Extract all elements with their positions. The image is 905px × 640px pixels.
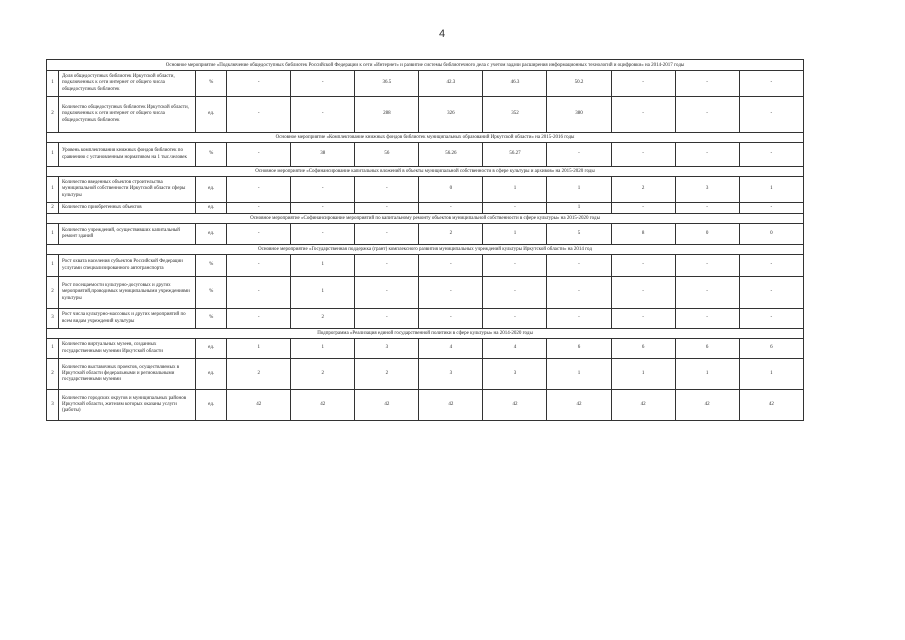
value-cell: 42 — [227, 390, 291, 421]
value-cell: 42 — [483, 390, 547, 421]
value-cell: - — [227, 309, 291, 329]
value-cell: - — [291, 224, 355, 245]
row-number: 1 — [47, 177, 59, 203]
value-cell: - — [355, 224, 419, 245]
value-cell: 56 — [355, 143, 419, 167]
row-number: 2 — [47, 277, 59, 309]
value-cell: - — [419, 203, 483, 214]
value-cell: - — [227, 177, 291, 203]
indicator-name: Количество общедоступных библиотек Иркутской области, подключенных к сети интернет от общего числа общедоступных библиотек — [59, 97, 196, 133]
table-row — [47, 97, 804, 133]
value-cell: 5 — [547, 224, 611, 245]
indicator-name: Рост числа культурно-массовых и других мероприятий по всем видам учреждений культуры — [59, 309, 196, 329]
value-cell: - — [227, 277, 291, 309]
section-title: Основное мероприятие «Государственная поддержка (грант) комплексного развития муниципальных учреждений культуры Иркутской области» на 2014 год — [47, 245, 804, 255]
section-title: Основное мероприятие «Софинансирование мероприятий по капитальному ремонту объектов муниципальной собственности в сфере культуры» на 2015-2020 годы — [47, 214, 804, 224]
value-cell: 6 — [611, 339, 675, 359]
row-number: 2 — [47, 97, 59, 133]
value-cell: 1 — [611, 359, 675, 390]
table-row — [47, 224, 804, 245]
row-number: 1 — [47, 71, 59, 97]
value-cell: 1 — [739, 359, 803, 390]
value-cell: 6 — [547, 339, 611, 359]
value-cell: 1 — [227, 339, 291, 359]
value-cell: - — [291, 203, 355, 214]
value-cell: 2 — [611, 177, 675, 203]
value-cell: 2 — [291, 359, 355, 390]
value-cell: 1 — [675, 359, 739, 390]
value-cell: 4 — [419, 339, 483, 359]
value-cell: - — [355, 277, 419, 309]
value-cell: - — [355, 177, 419, 203]
unit-cell: % — [196, 277, 227, 309]
table-row — [47, 143, 804, 167]
table-row — [47, 203, 804, 214]
value-cell: - — [611, 309, 675, 329]
row-number: 2 — [47, 359, 59, 390]
table-row — [47, 390, 804, 421]
value-cell: 2 — [355, 359, 419, 390]
value-cell: 42 — [355, 390, 419, 421]
value-cell: - — [611, 71, 675, 97]
value-cell: 0 — [675, 224, 739, 245]
table-row — [47, 177, 804, 203]
indicator-name: Количество виртуальных музеев, созданных государственными музеями Иркутской области — [59, 339, 196, 359]
indicator-name: Рост посещаемости культурно-досуговых и других мероприятий,проводимых муниципальными учреждениями культуры — [59, 277, 196, 309]
value-cell: - — [547, 277, 611, 309]
value-cell: 46.3 — [483, 71, 547, 97]
value-cell: 3 — [675, 177, 739, 203]
value-cell: - — [483, 309, 547, 329]
indicator-name: Уровень комплектования книжных фондов библиотек по сравнению с установленным нормативом на 1 тыс.человек — [59, 143, 196, 167]
unit-cell: ед. — [196, 97, 227, 133]
value-cell: - — [675, 143, 739, 167]
value-cell: 0 — [739, 224, 803, 245]
value-cell: - — [675, 203, 739, 214]
value-cell: 2 — [227, 359, 291, 390]
value-cell: 1 — [739, 177, 803, 203]
value-cell: 42 — [547, 390, 611, 421]
value-cell: 42 — [675, 390, 739, 421]
table-row — [47, 339, 804, 359]
value-cell: 380 — [547, 97, 611, 133]
value-cell: 1 — [483, 224, 547, 245]
indicator-name: Количество учреждений, осуществивших капитальный ремонт зданий — [59, 224, 196, 245]
value-cell: 42 — [291, 390, 355, 421]
value-cell: 42 — [739, 390, 803, 421]
value-cell: - — [675, 255, 739, 277]
unit-cell: ед. — [196, 339, 227, 359]
value-cell: - — [483, 277, 547, 309]
value-cell: 1 — [291, 339, 355, 359]
section-header — [47, 329, 804, 339]
value-cell: - — [291, 97, 355, 133]
value-cell: - — [739, 143, 803, 167]
value-cell: 1 — [291, 277, 355, 309]
value-cell: - — [227, 203, 291, 214]
value-cell: - — [227, 255, 291, 277]
row-number: 1 — [47, 224, 59, 245]
table-row — [47, 359, 804, 390]
value-cell: 288 — [355, 97, 419, 133]
value-cell: - — [739, 97, 803, 133]
value-cell: 42.3 — [419, 71, 483, 97]
value-cell: 56.27 — [483, 143, 547, 167]
section-header — [47, 167, 804, 177]
value-cell: 1 — [547, 359, 611, 390]
value-cell: - — [291, 177, 355, 203]
value-cell: - — [611, 203, 675, 214]
value-cell: 50.2 — [547, 71, 611, 97]
value-cell: - — [227, 224, 291, 245]
value-cell: - — [419, 309, 483, 329]
value-cell: 8 — [611, 224, 675, 245]
table-row — [47, 277, 804, 309]
value-cell: - — [419, 255, 483, 277]
unit-cell: % — [196, 71, 227, 97]
value-cell: - — [227, 97, 291, 133]
row-number: 1 — [47, 255, 59, 277]
section-title: Основное мероприятие «Подключение общедоступных библиотек Российской Федерации к сети «Интернет» и развитие системы библиотечного дела с учетом задачи расширения информационных технологий и оцифровки» на 2014-2017 годы — [47, 60, 804, 71]
unit-cell: % — [196, 309, 227, 329]
indicator-name: Количество приобретенных объектов — [59, 203, 196, 214]
indicator-name: Количество городских округов и муниципальных районов Иркутской области, жителям которых оказаны услуги (работы) — [59, 390, 196, 421]
unit-cell: ед. — [196, 390, 227, 421]
value-cell: - — [675, 71, 739, 97]
value-cell: - — [227, 71, 291, 97]
value-cell: - — [419, 277, 483, 309]
section-header — [47, 60, 804, 71]
value-cell: - — [739, 277, 803, 309]
value-cell: - — [611, 277, 675, 309]
value-cell: - — [355, 309, 419, 329]
value-cell: 6 — [739, 339, 803, 359]
unit-cell: ед. — [196, 203, 227, 214]
indicator-name: Количество выставочных проектов, осуществляемых в Иркутской области федеральными и региональными государственными музеями — [59, 359, 196, 390]
unit-cell: ед. — [196, 177, 227, 203]
page-number: 4 — [439, 28, 446, 40]
value-cell: - — [739, 309, 803, 329]
unit-cell: ед. — [196, 359, 227, 390]
value-cell: - — [355, 203, 419, 214]
section-title: Подпрограмма «Реализация единой государственной политики в сфере культуры» на 2014-2020 годы — [47, 329, 804, 339]
value-cell: 6 — [675, 339, 739, 359]
indicator-name: Количество введенных объектов строительства муниципальной собственности Иркутской области сферы культуры — [59, 177, 196, 203]
value-cell: 3 — [419, 359, 483, 390]
section-title: Основное мероприятие «Комплектование книжных фондов библиотек муниципальных образований Иркутской области» на 2015-2016 годы — [47, 133, 804, 143]
value-cell: - — [611, 97, 675, 133]
value-cell: 1 — [291, 255, 355, 277]
section-header — [47, 133, 804, 143]
value-cell: 0 — [419, 177, 483, 203]
value-cell: - — [227, 143, 291, 167]
row-number: 2 — [47, 203, 59, 214]
row-number: 1 — [47, 339, 59, 359]
row-number: 3 — [47, 309, 59, 329]
value-cell: 36.5 — [355, 71, 419, 97]
value-cell: 2 — [419, 224, 483, 245]
value-cell: - — [739, 71, 803, 97]
value-cell: - — [675, 97, 739, 133]
value-cell: - — [547, 255, 611, 277]
value-cell: 42 — [419, 390, 483, 421]
row-number: 3 — [47, 390, 59, 421]
value-cell: - — [611, 255, 675, 277]
value-cell: 3 — [483, 359, 547, 390]
value-cell: 38 — [291, 143, 355, 167]
unit-cell: ед. — [196, 224, 227, 245]
value-cell: - — [739, 255, 803, 277]
value-cell: 326 — [419, 97, 483, 133]
value-cell: - — [547, 143, 611, 167]
section-header — [47, 245, 804, 255]
value-cell: - — [675, 309, 739, 329]
value-cell: - — [547, 309, 611, 329]
table-row — [47, 309, 804, 329]
section-header — [47, 214, 804, 224]
value-cell: 3 — [355, 339, 419, 359]
value-cell: 352 — [483, 97, 547, 133]
value-cell: 56.26 — [419, 143, 483, 167]
value-cell: - — [739, 203, 803, 214]
value-cell: - — [355, 255, 419, 277]
value-cell: - — [483, 203, 547, 214]
indicator-name: Рост охвата населения субъектов Российской Федерации услугами специализированного автотранспорта — [59, 255, 196, 277]
indicator-name: Доля общедоступных библиотек Иркутской области, подключенных к сети интернет от общего числа общедоступных библиотек — [59, 71, 196, 97]
value-cell: 1 — [547, 177, 611, 203]
value-cell: 1 — [547, 203, 611, 214]
value-cell: 42 — [611, 390, 675, 421]
unit-cell: % — [196, 255, 227, 277]
value-cell: - — [675, 277, 739, 309]
table-row — [47, 71, 804, 97]
table-row — [47, 255, 804, 277]
row-number: 1 — [47, 143, 59, 167]
value-cell: - — [291, 71, 355, 97]
value-cell: - — [611, 143, 675, 167]
value-cell: 2 — [291, 309, 355, 329]
value-cell: - — [483, 255, 547, 277]
unit-cell: % — [196, 143, 227, 167]
section-title: Основное мероприятие «Софинансирование капитальных вложений в объекты муниципальной собственности в сфере культуры и архивов» на 2015-2020 годы — [47, 167, 804, 177]
value-cell: 4 — [483, 339, 547, 359]
value-cell: 1 — [483, 177, 547, 203]
indicators-table — [46, 59, 804, 421]
